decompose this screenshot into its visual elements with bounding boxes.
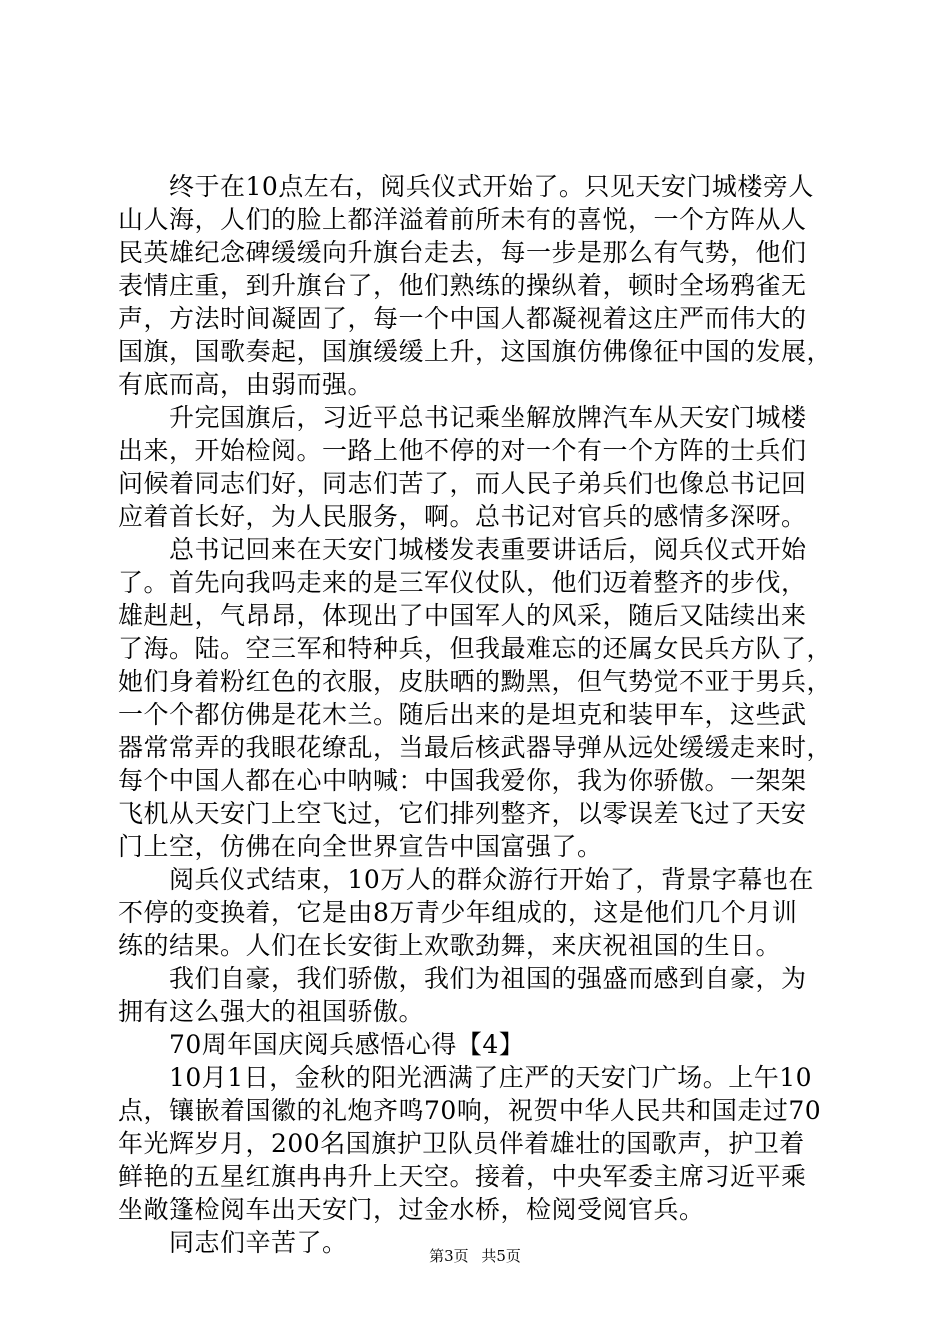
page-footer bbox=[0, 1245, 950, 1266]
text-line: 表情庄重，到升旗台了，他们熟练的操纵着，顿时全场鸦雀无 bbox=[118, 271, 807, 300]
page-number: 第3页 bbox=[429, 1247, 469, 1265]
text-line: 雄赳赳，气昂昂，体现出了中国军人的风采，随后又陆续出来 bbox=[118, 601, 807, 630]
text-line: 鲜艳的五星红旗冉冉升上天空。接着，中央军委主席习近平乘 bbox=[118, 1162, 807, 1191]
page-total: 共5页 bbox=[481, 1247, 521, 1265]
text-line: 山人海，人们的脸上都洋溢着前所未有的喜悦，一个方阵从人 bbox=[118, 205, 807, 234]
text-line: 同志们辛苦了。 bbox=[118, 1228, 348, 1257]
text-line: 总书记回来在天安门城楼发表重要讲话后，阅兵仪式开始 bbox=[118, 535, 807, 564]
text-line: 一个个都仿佛是花木兰。随后出来的是坦克和装甲车，这些武 bbox=[118, 700, 807, 729]
text-line: 民英雄纪念碑缓缓向升旗台走去，每一步是那么有气势，他们 bbox=[118, 238, 807, 267]
text-line: 升完国旗后，习近平总书记乘坐解放牌汽车从天安门城楼 bbox=[118, 403, 807, 432]
text-line: 不停的变换着，它是由8万青少年组成的，这是他们几个月训 bbox=[118, 898, 798, 927]
text-line: 阅兵仪式结束，10万人的群众游行开始了，背景字幕也在 bbox=[118, 865, 814, 894]
section-heading: 70周年国庆阅兵感悟心得【4】 bbox=[118, 1030, 525, 1059]
text-line: 国旗，国歌奏起，国旗缓缓上升，这国旗仿佛像征中国的发展， bbox=[118, 337, 833, 366]
text-line: 问候着同志们好，同志们苦了，而人民子弟兵们也像总书记回 bbox=[118, 469, 807, 498]
text-line: 飞机从天安门上空飞过，它们排列整齐，以零误差飞过了天安 bbox=[118, 799, 807, 828]
text-line: 我们自豪，我们骄傲，我们为祖国的强盛而感到自豪，为 bbox=[118, 964, 807, 993]
document-body bbox=[118, 170, 832, 1259]
text-line: 应着首长好，为人民服务，啊。总书记对官兵的感情多深呀。 bbox=[118, 502, 807, 531]
text-line: 有底而高，由弱而强。 bbox=[118, 370, 374, 399]
text-line: 终于在10点左右，阅兵仪式开始了。只见天安门城楼旁人 bbox=[118, 172, 814, 201]
text-line: 坐敞篷检阅车出天安门，过金水桥，检阅受阅官兵。 bbox=[118, 1195, 705, 1224]
text-line: 了海。陆。空三军和特种兵，但我最难忘的还属女民兵方队了， bbox=[118, 634, 833, 663]
text-line: 拥有这么强大的祖国骄傲。 bbox=[118, 997, 425, 1026]
text-line: 器常常弄的我眼花缭乱，当最后核武器导弹从远处缓缓走来时， bbox=[118, 733, 833, 762]
text-line: 她们身着粉红色的衣服，皮肤晒的黝黑，但气势觉不亚于男兵， bbox=[118, 667, 833, 696]
text-line: 年光辉岁月，200名国旗护卫队员伴着雄壮的国歌声，护卫着 bbox=[118, 1129, 805, 1158]
text-line: 了。首先向我吗走来的是三军仪仗队，他们迈着整齐的步伐， bbox=[118, 568, 807, 597]
text-line: 每个中国人都在心中呐喊：中国我爱你，我为你骄傲。一架架 bbox=[118, 766, 807, 795]
text-line: 门上空，仿佛在向全世界宣告中国富强了。 bbox=[118, 832, 603, 861]
text-line: 练的结果。人们在长安街上欢歌劲舞，来庆祝祖国的生日。 bbox=[118, 931, 782, 960]
text-line: 10月1日，金秋的阳光洒满了庄严的天安门广场。上午10 bbox=[118, 1063, 813, 1092]
text-line: 出来，开始检阅。一路上他不停的对一个有一个方阵的士兵们 bbox=[118, 436, 807, 465]
text-line: 声，方法时间凝固了，每一个中国人都凝视着这庄严而伟大的 bbox=[118, 304, 807, 333]
text-line: 点，镶嵌着国徽的礼炮齐鸣70响，祝贺中华人民共和国走过70 bbox=[118, 1096, 822, 1125]
